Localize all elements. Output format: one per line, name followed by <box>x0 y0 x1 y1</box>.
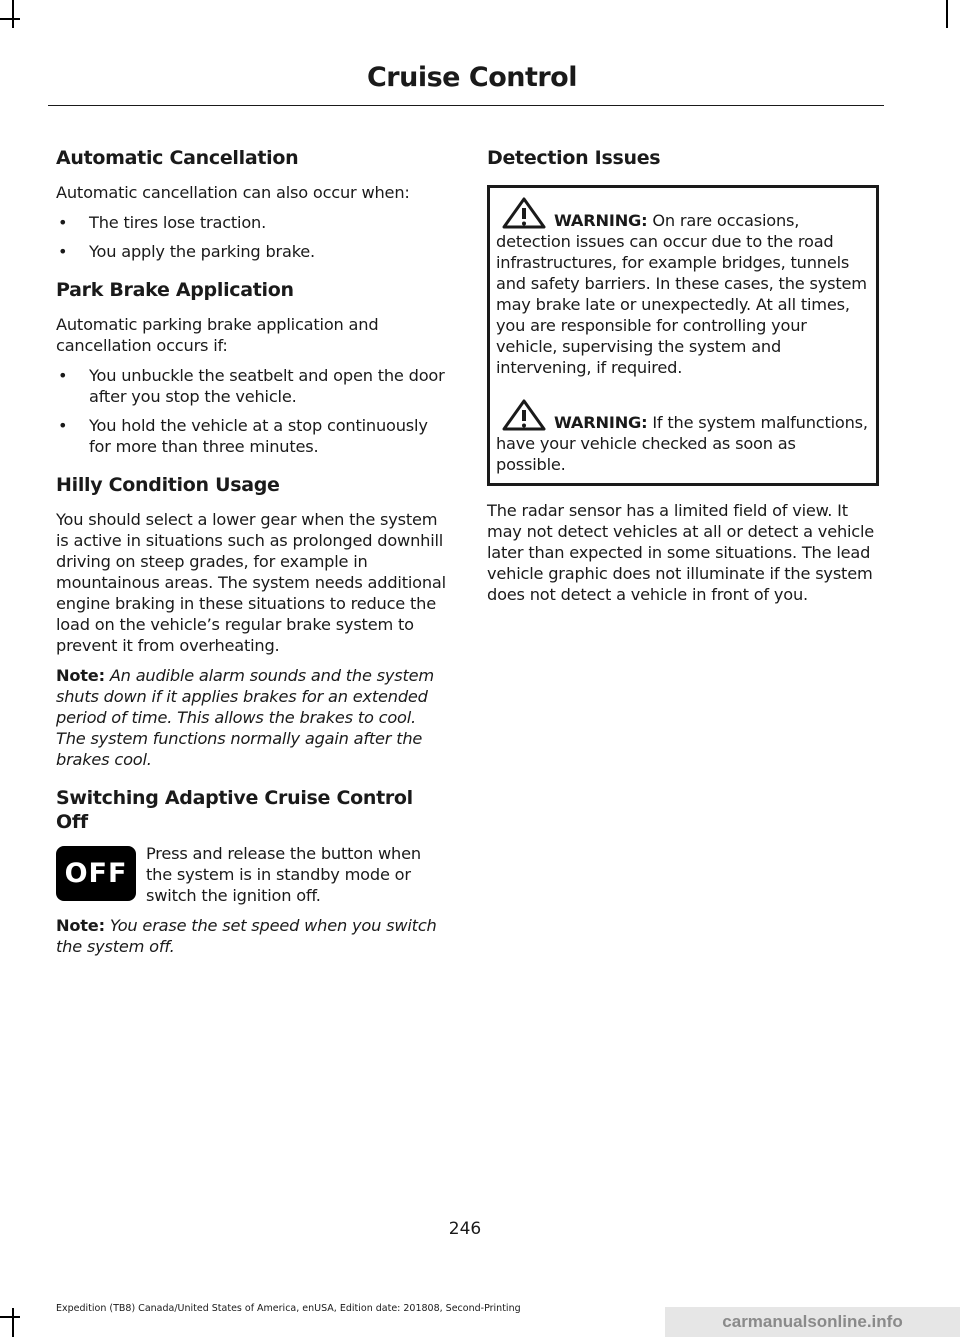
note-label: Note: <box>56 916 105 935</box>
detection-issues-section <box>487 146 879 605</box>
note-text: An audible alarm sounds and the system shuts down if it applies brakes for an extended period of time. This allows the brakes to cool. The system functions normally again after the brakes cool. <box>56 666 434 769</box>
crop-mark <box>0 18 20 20</box>
crop-mark <box>12 1308 14 1337</box>
left-column <box>56 146 448 966</box>
list-item: • The tires lose traction. <box>58 213 267 232</box>
warning-text: If the system malfunctions, have your vehicle checked as soon as possible. <box>496 413 868 474</box>
crop-mark <box>0 1316 20 1318</box>
warning-text: On rare occasions, detection issues can occur due to the road infrastructures, for example bridges, tunnels and safety barriers. In these cases, the system may brake late or unexpectedly. At all times, you are responsible for controlling your vehicle, supervising the system and intervening, if required. <box>496 211 867 377</box>
section-heading: Park Brake Application <box>56 279 294 301</box>
paragraph: Automatic cancellation can also occur when: <box>56 183 410 202</box>
list-item: • You unbuckle the seatbelt and open the door after you stop the vehicle. <box>58 366 445 406</box>
warning-item <box>496 398 870 475</box>
bullet-list <box>56 365 448 457</box>
note-label: Note: <box>56 666 105 685</box>
section-heading: Hilly Condition Usage <box>56 474 280 496</box>
paragraph: The radar sensor has a limited field of view. It may not detect vehicles at all or detect a vehicle later than expected in some situations. The lead vehicle graphic does not illuminate if the system does not detect a vehicle in front of you. <box>487 501 875 604</box>
header-divider <box>48 105 884 106</box>
warning-label: WARNING: <box>554 211 648 230</box>
crop-mark <box>946 0 948 28</box>
edition-footer: Expedition (TB8) Canada/United States of America, enUSA, Edition date: 201808, Second-Printing <box>56 1303 521 1314</box>
warning-triangle-icon <box>500 398 548 432</box>
automatic-cancellation-section <box>56 146 448 262</box>
page-title: Cruise Control <box>366 62 577 93</box>
section-heading: Automatic Cancellation <box>56 147 299 169</box>
paragraph: You should select a lower gear when the system is active in situations such as prolonged downhill driving on steep grades, for example in mountainous areas. The system needs additional engine braking in these situations to reduce the load on the vehicle’s regular brake system to prevent it from overheating. <box>56 510 446 655</box>
crop-mark <box>12 0 14 28</box>
warning-item <box>496 196 870 378</box>
page-number: 246 <box>448 1219 482 1239</box>
watermark: carmanualsonline.info <box>665 1307 960 1337</box>
warning-label: WARNING: <box>554 413 648 432</box>
list-item: • You apply the parking brake. <box>58 242 316 261</box>
warning-box <box>487 185 879 486</box>
section-heading: Detection Issues <box>487 147 661 169</box>
note-text: You erase the set speed when you switch the system off. <box>56 916 437 956</box>
warning-triangle-icon <box>500 196 548 230</box>
note <box>56 665 448 770</box>
bullet-list <box>56 212 448 262</box>
off-button-icon: OFF <box>56 846 136 901</box>
off-button-instruction <box>56 846 448 906</box>
park-brake-section <box>56 278 448 457</box>
note <box>56 915 448 957</box>
paragraph: Automatic parking brake application and cancellation occurs if: <box>56 315 379 355</box>
switching-off-section <box>56 786 448 957</box>
section-heading: Switching Adaptive Cruise Control Off <box>56 787 413 833</box>
hilly-condition-section <box>56 473 448 770</box>
paragraph: Press and release the button when the system is in standby mode or switch the ignition off. <box>146 844 421 905</box>
list-item: • You hold the vehicle at a stop continuously for more than three minutes. <box>58 416 428 456</box>
right-column <box>487 146 879 614</box>
